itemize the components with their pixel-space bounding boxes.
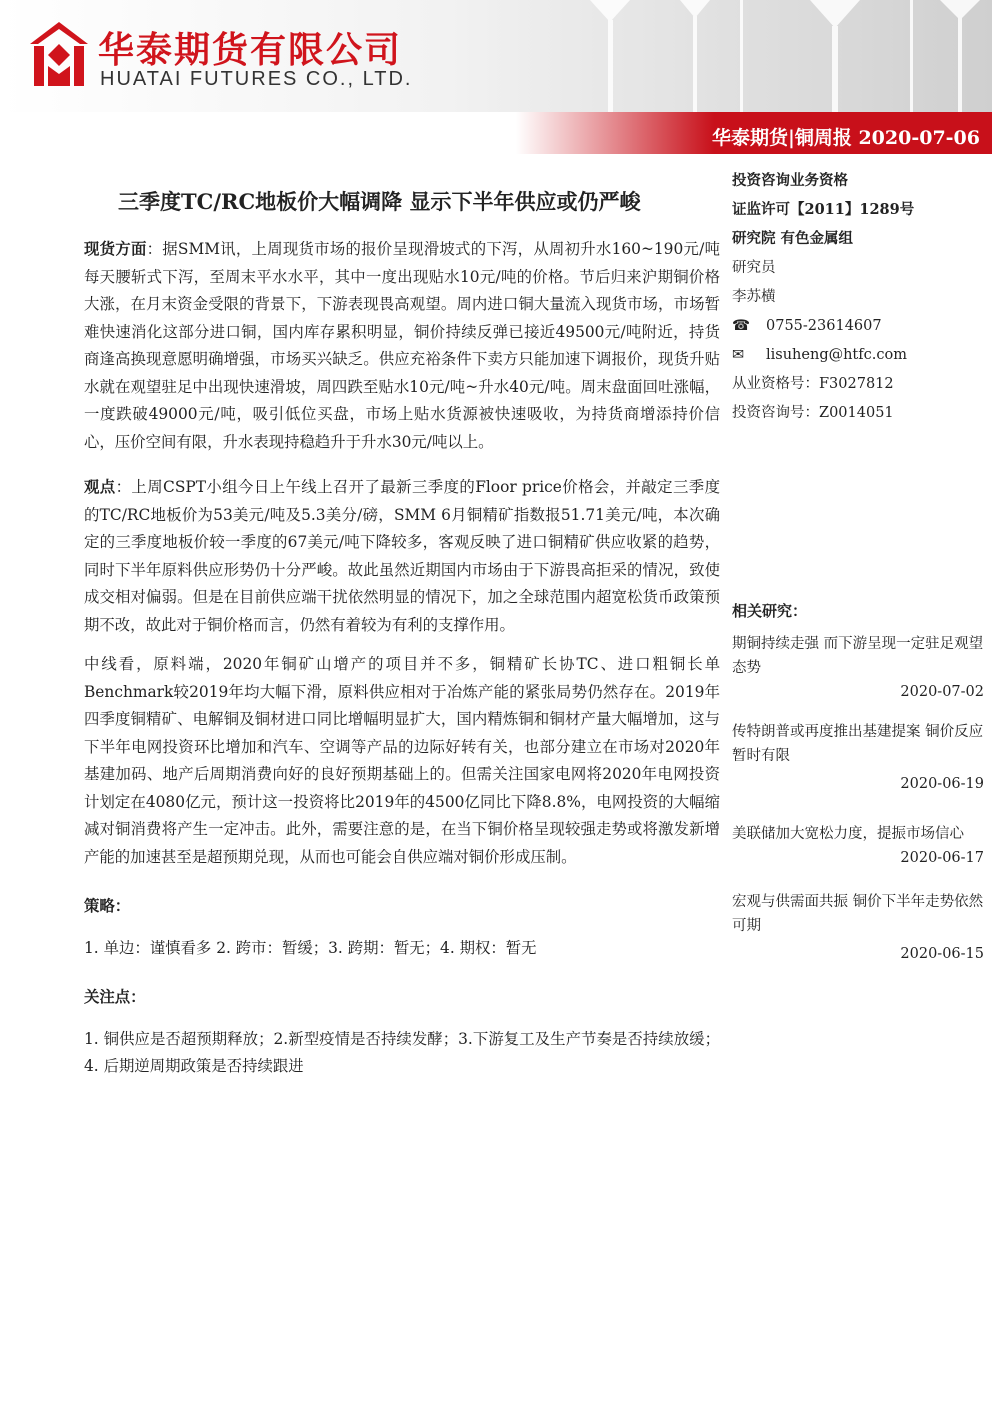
related-item[interactable] [732, 822, 984, 870]
telephone-icon: ☎ [732, 318, 751, 334]
company-name-cn: 华泰期货有限公司 [98, 30, 403, 71]
focus-heading: 关注点： [84, 988, 146, 1006]
related-item-title[interactable]: 期铜持续走强 而下游呈现一定驻足观望态势 [732, 636, 984, 676]
report-title: 三季度TC/RC地板价大幅调降 显示下半年供应或仍严峻 [118, 189, 641, 214]
related-item[interactable] [732, 890, 984, 966]
analyst-role: 研究员 [732, 260, 776, 276]
midterm-paragraph: 中线看，原料端，2020年铜矿山增产的项目并不多，铜精矿长协TC、进口粗铜长单Benchmark较2019年均大幅下滑，原料供应相对于冶炼产能的紧张局势仍然存在。2019年四季度铜精矿、电解铜及铜材进口同比增幅明显扩大，国内精炼铜和铜材产量大幅增加，这与下半年电网投资环比增加和汽车、空调等产品的边际好转有关，也部分建立在市场对2020年基建加码、地产后周期消费向好的良好预期基础上的。但需关注国家电网将2020年电网投资计划定在4080亿元，预计这一投资将比2019年的4500亿同比下降8.8%，电网投资的大幅缩减对铜消费将产生一定冲击。此外，需要注意的是，在当下铜价格呈现较强走势或将激发新增产能的加速甚至是超预期兑现，从而也可能会自供应端对铜价形成压制。 [84, 655, 720, 866]
phone-number: 0755-23614607 [766, 318, 882, 334]
strategy-heading: 策略： [84, 897, 131, 915]
report-bar-label: 华泰期货|铜周报 2020-07-06 [711, 127, 980, 149]
view-paragraph [84, 474, 720, 639]
practice-cert: 从业资格号：F3027812 [732, 376, 894, 392]
related-item-date: 2020-07-02 [900, 684, 984, 700]
related-item-date: 2020-06-15 [900, 946, 984, 962]
analyst-name: 李苏横 [732, 289, 776, 305]
analyst-info [732, 168, 984, 426]
consult-cert: 投资咨询号：Z0014051 [732, 405, 894, 421]
view-text: ：上周CSPT小组今日上午线上召开了最新三季度的Floor price价格会，并敲定三季度的TC/RC地板价为53美元/吨及5.3美分/磅，SMM 6月铜精矿指数报51.71美元/吨，本次确定的三季度地板价较一季度的67美元/吨下降较多，客观反映了进口铜精矿供应收紧的趋势，同时下半年原料供应形势仍十分严峻。故此虽然近期国内市场由于下游畏高拒采的情况，致使成交相对偏弱。但是在目前供应端干扰依然明显的情况下，加之全球范围内超宽松货币政策预期不改，故此对于铜价格而言，仍然有着较为有利的支撑作用。 [84, 478, 720, 634]
phone-row [732, 313, 984, 339]
main-content [84, 236, 720, 1093]
qualification-title: 投资咨询业务资格 [732, 172, 848, 189]
spot-text: ：据SMM讯，上周现货市场的报价呈现滑坡式的下泻，从周初升水160~190元/吨每天腰斩式下泻，至周末平水水平，其中一度出现贴水10元/吨的价格。节后归来沪期铜价格大涨，在月末资金受限的背景下，下游表现畏高观望。周内进口铜大量流入现货市场，市场暂难快速消化这部分进口铜，国内库存累积明显，铜价持续反弹已接近49500元/吨附近，持货商逢高换现意愿明确增强，市场买兴缺乏。供应充裕条件下卖方只能加速下调报价，现货升贴水就在观望驻足中出现快速滑坡，周四跌至贴水10元/吨~升水40元/吨。周末盘面回吐涨幅，一度跌破49000元/吨，吸引低位买盘，市场上贴水货源被快速吸收，为持货商增添持价信心，压价空间有限，升水表现持稳趋升于升水30元/吨以上。 [84, 240, 720, 451]
company-name-en: HUATAI FUTURES CO., LTD. [100, 68, 413, 90]
envelope-icon: ✉ [732, 347, 745, 363]
page-header [0, 0, 992, 112]
related-item[interactable] [732, 720, 984, 796]
related-item-title[interactable]: 美联储加大宽松力度，提振市场信心 [732, 826, 964, 842]
related-item-title[interactable]: 宏观与供需面共振 铜价下半年走势依然可期 [732, 894, 984, 934]
decorative-pattern [560, 0, 992, 112]
license-number: 证监许可【2011】1289号 [732, 201, 915, 218]
spot-label: 现货方面 [84, 240, 147, 258]
focus-text: 1. 铜供应是否超预期释放；2.新型疫情是否持续发酵；3.下游复工及生产节奏是否持续放缓；4. 后期逆周期政策是否持续跟进 [84, 1029, 720, 1075]
email-row [732, 342, 984, 368]
related-item-date: 2020-06-19 [900, 776, 984, 792]
view-label: 观点 [84, 478, 116, 496]
related-item-date: 2020-06-17 [900, 850, 984, 866]
spot-paragraph [84, 236, 720, 456]
institute-name: 研究院 有色金属组 [732, 230, 854, 247]
email-link[interactable]: lisuheng@htfc.com [766, 347, 907, 363]
strategy-text: 1. 单边：谨慎看多 2. 跨市：暂缓；3. 跨期：暂无；4. 期权：暂无 [84, 938, 537, 957]
related-research-heading: 相关研究： [732, 602, 808, 620]
related-item[interactable] [732, 632, 984, 704]
related-item-title[interactable]: 传特朗普或再度推出基建提案 铜价反应暂时有限 [732, 724, 984, 764]
huatai-logo-icon [30, 22, 88, 86]
